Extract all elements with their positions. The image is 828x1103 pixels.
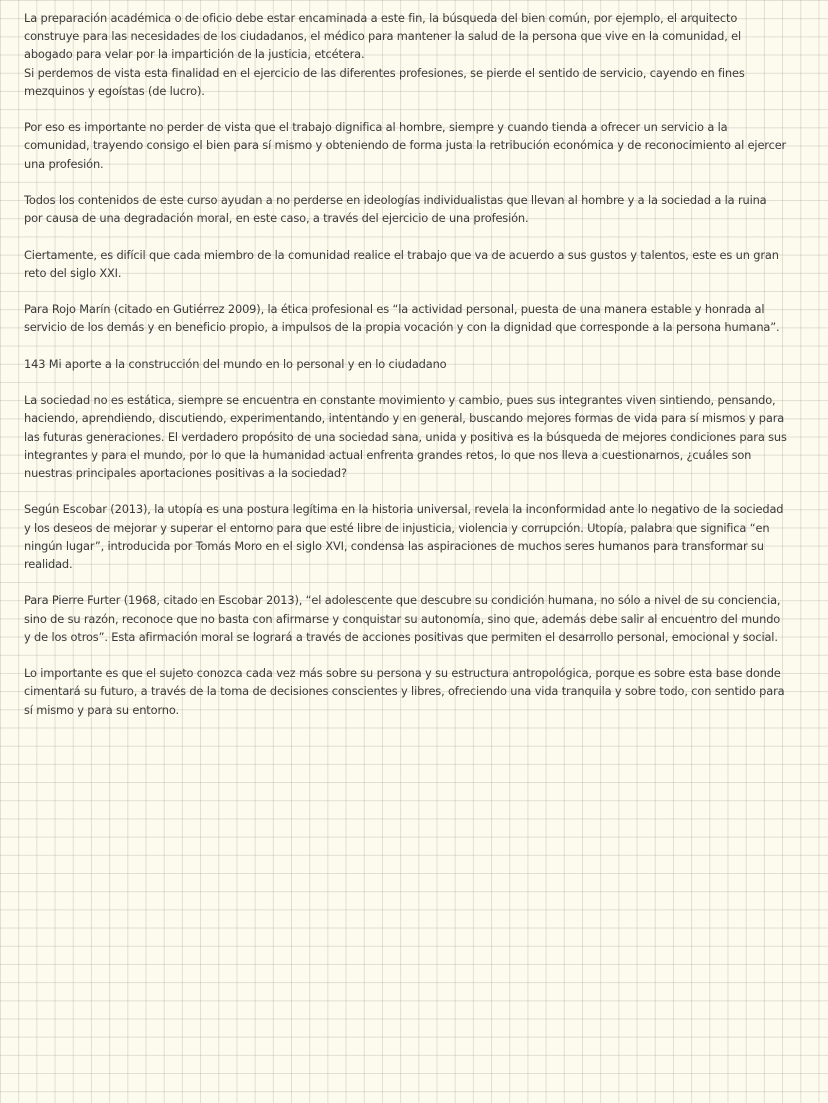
paragraph-course-contents: Todos los contenidos de este curso ayudan a no perderse en ideologías individualistas que llevan al hombre y a la sociedad a la ruina por causa de una degradación moral, en este caso, a través del ejercicio de una profesión. [24,193,767,226]
paragraph-society-dynamic: La sociedad no es estática, siempre se encuentra en constante movimiento y cambio, pues sus integrantes viven sintiendo, pensando, haciendo, aprendiendo, discutiendo, experimentando, intentando y en general, buscando mejores formas de vida para sí mismos y para las futuras generaciones. El verdadero propósito de una sociedad sana, unida y positiva es la búsqueda de mejores condiciones para sus integrantes y para el mundo, por lo que la humanidad actual enfrenta grandes retos, lo que nos lleva a cuestionarnos, ¿cuáles son nuestras principales aportaciones positivas a la sociedad? [24,393,787,480]
section-heading: 143 Mi aporte a la construcción del mundo en lo personal y en lo ciudadano [24,356,447,371]
paragraph-professional-ethics: Para Rojo Marín (citado en Gutiérrez 2009), la ética profesional es “la actividad personal, puesta de una manera estable y honrada al servicio de los demás y en beneficio propio, a impulsos de la propia vocación y con la dignidad que corresponde a la persona humana”. [24,302,780,335]
paragraph-anthropological-structure: Lo importante es que el sujeto conozca cada vez más sobre su persona y su estructura antropológica, porque es sobre esta base donde cimentará su futuro, a través de la toma de decisiones conscientes y libres, ofreciendo una vida tranquila y sobre todo, con sentido para sí mismo y para su entorno. [24,666,785,717]
paragraph-service-purpose: Si perdemos de vista esta finalidad en el ejercicio de las diferentes profesiones, se pierde el sentido de servicio, cayendo en fines mezquinos y egoístas (de lucro). [24,65,745,98]
paragraph-pierre-furter: Para Pierre Furter (1968, citado en Escobar 2013), “el adolescente que descubre su condición humana, no sólo a nivel de su conciencia, sino de su razón, reconoce que no basta con afirmarse y conquistar su autonomía, sino que, además debe salir al encuentro del mundo y de los otros”. Esta afirmación moral se logrará a través de acciones positivas que permiten el desarrollo personal, emocional y social. [24,593,781,644]
paragraph-work-dignifies: Por eso es importante no perder de vista que el trabajo dignifica al hombre, siempre y cuando tienda a ofrecer un servicio a la comunidad, trayendo consigo el bien para sí mismo y obteniendo de forma justa la retribución económica y de reconocimiento al ejercer una profesión. [24,120,787,171]
paragraph-common-good: La preparación académica o de oficio debe estar encaminada a este fin, la búsqueda del bien común, por ejemplo, el arquitecto construye para las necesidades de los ciudadanos, el médico para mantener la salud de la persona que vive en la comunidad, el abogado para velar por la impartición de la justicia, etcétera. [24,11,742,62]
paragraph-21st-century-challenge: Ciertamente, es difícil que cada miembro de la comunidad realice el trabajo que va de acuerdo a sus gustos y talentos, este es un gran reto del siglo XXI. [24,247,779,280]
note-page [24,9,788,737]
paragraph-utopia: Según Escobar (2013), la utopía es una postura legítima en la historia universal, revela la inconformidad ante lo negativo de la sociedad y los deseos de mejorar y superar el entorno para que esté libre de injusticia, violencia y corrupción. Utopía, palabra que significa “en ningún lugar”, introducida por Tomás Moro en el siglo XVI, condensa las aspiraciones de muchos seres humanos para transformar su realidad. [24,502,784,571]
